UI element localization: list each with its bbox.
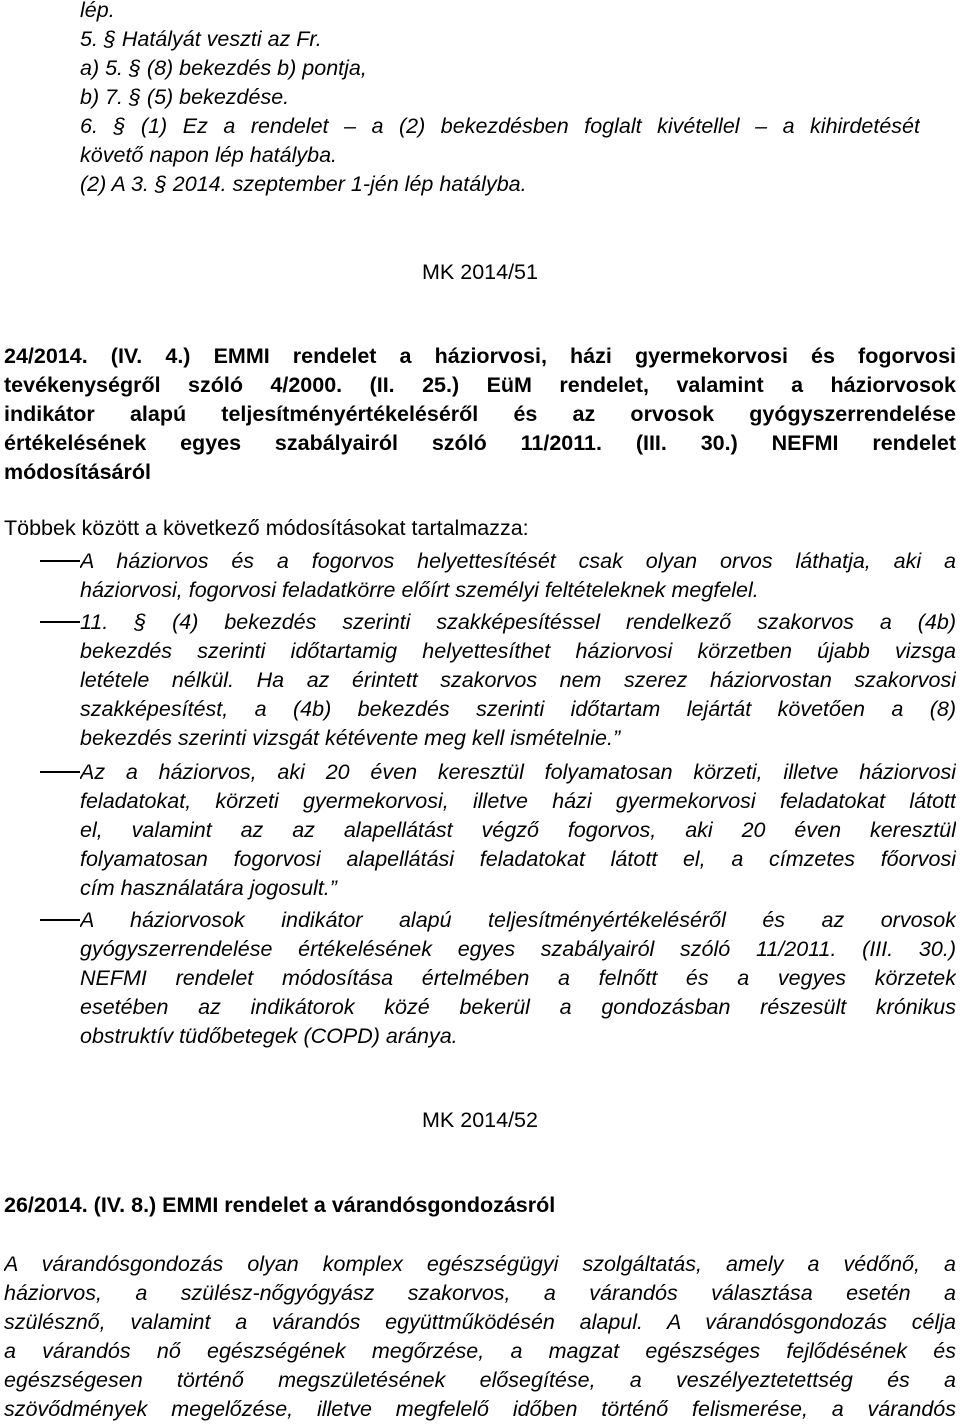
section-title <box>4 342 956 487</box>
bullet-dash <box>40 919 80 921</box>
bullet-item <box>80 906 956 1051</box>
text-line: Az a háziorvos, aki 20 éven keresztül folyamatosan körzeti, illetve háziorvosi <box>80 760 956 784</box>
title-line: értékelésének egyes szabályairól szóló 11/2011. (III. 30.) NEFMI rendelet <box>4 431 956 455</box>
text-line: feladatokat, körzeti gyermekorvosi, illetve házi gyermekorvosi feladatokat látott <box>80 789 956 813</box>
text-line: b) 7. § (5) bekezdése. <box>80 85 290 109</box>
text-line: 6. § (1) Ez a rendelet – a (2) bekezdésben foglalt kivétellel – a kihirdetését <box>80 114 920 138</box>
title-line: tevékenységről szóló 4/2000. (II. 25.) EüM rendelet, valamint a háziorvosok <box>4 373 956 397</box>
title-line: módosításáról <box>4 460 151 484</box>
text-line: követő napon lép hatályba. <box>80 143 338 167</box>
text-line: 11. § (4) bekezdés szerinti szakképesítéssel rendelkező szakorvos a (4b) <box>80 610 956 634</box>
text-line: szülésznő, valamint a várandós együttműködésén alapul. A várandósgondozás célja <box>4 1310 956 1334</box>
text-line: (2) A 3. § 2014. szeptember 1-jén lép hatályba. <box>80 172 527 196</box>
body-paragraph <box>4 1250 956 1424</box>
text-line: gyógyszerrendelése értékelésének egyes szabályairól szóló 11/2011. (III. 30.) <box>80 937 956 961</box>
section-reference <box>0 1106 960 1135</box>
text-line: háziorvosi, fogorvosi feladatkörre előírt személyi feltételeknek megfelel. <box>80 578 759 602</box>
top-amendment-list <box>80 0 920 199</box>
title-line: indikátor alapú teljesítményértékeléséről és az orvosok gyógyszerrendelése <box>4 402 956 426</box>
bullet-item <box>80 547 956 605</box>
text-line: szakképesítést, a (4b) bekezdés szerinti időtartam lejártát követően a (8) <box>80 697 956 721</box>
bullet-dash <box>40 621 80 623</box>
text-line: bekezdés szerinti vizsgát kétévente meg kell ismételnie.” <box>80 726 621 750</box>
text-line: 5. § Hatályát veszti az Fr. <box>80 27 322 51</box>
intro-text <box>4 514 956 543</box>
text-line: háziorvos, a szülész-nőgyógyász szakorvos, a várandós választása esetén a <box>4 1281 956 1305</box>
bullet-item <box>80 758 956 903</box>
text-line: cím használatára jogosult.” <box>80 876 337 900</box>
text-line: a várandós nő egészségének megőrzése, a magzat egészséges fejlődésének és <box>4 1339 956 1363</box>
text-line: A háziorvosok indikátor alapú teljesítményértékeléséről és az orvosok <box>80 908 956 932</box>
text-line: szövődmények megelőzése, illetve megfelelő időben történő felismerése, a várandós <box>4 1397 956 1421</box>
text-line: esetében az indikátorok közé bekerül a gondozásban részesült krónikus <box>80 995 956 1019</box>
text-line: letétele nélkül. Ha az érintett szakorvos nem szerez háziorvostan szakorvosi <box>80 668 956 692</box>
text-line: el, valamint az az alapellátást végző fogorvos, aki 20 éven keresztül <box>80 818 956 842</box>
text-line: A várandósgondozás olyan komplex egészségügyi szolgáltatás, amely a védőnő, a <box>4 1252 956 1276</box>
text-line: a) 5. § (8) bekezdés b) pontja, <box>80 56 367 80</box>
reference-text: MK 2014/51 <box>422 260 538 284</box>
text-line: lép. <box>80 0 115 22</box>
bullet-dash <box>40 560 80 562</box>
text-line: bekezdés szerinti időtartamig helyettesíthet háziorvosi körzetben újabb vizsga <box>80 639 956 663</box>
text-line: egészségesen történő megszületésének elősegítése, a veszélyeztetettség és a <box>4 1368 956 1392</box>
text-line: A háziorvos és a fogorvos helyettesítését csak olyan orvos láthatja, aki a <box>80 549 956 573</box>
section-title <box>4 1191 956 1220</box>
section-reference <box>0 258 960 287</box>
title-line: 26/2014. (IV. 8.) EMMI rendelet a várandósgondozásról <box>4 1193 556 1217</box>
bullet-dash <box>40 771 80 773</box>
reference-text: MK 2014/52 <box>422 1108 538 1132</box>
text-line: obstruktív tüdőbetegek (COPD) aránya. <box>80 1024 458 1048</box>
intro-line: Többek között a következő módosításokat tartalmazza: <box>4 516 529 540</box>
bullet-item <box>80 608 956 753</box>
text-line: NEFMI rendelet módosítása értelmében a felnőtt és a vegyes körzetek <box>80 966 956 990</box>
text-line: folyamatosan fogorvosi alapellátási feladatokat látott el, a címzetes főorvosi <box>80 847 956 871</box>
title-line: 24/2014. (IV. 4.) EMMI rendelet a háziorvosi, házi gyermekorvosi és fogorvosi <box>4 344 956 368</box>
